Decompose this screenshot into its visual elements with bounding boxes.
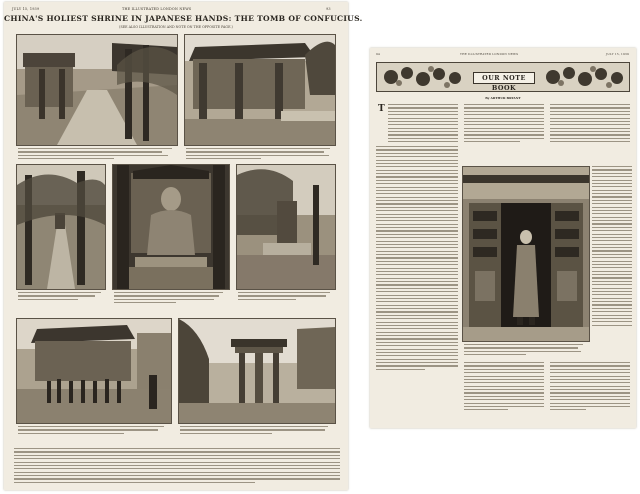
banner-title: OUR NOTE BOOK (473, 72, 535, 84)
text-column-3 (550, 104, 630, 145)
drop-cap: T (378, 104, 385, 114)
header-page-number: 94 (376, 52, 380, 56)
caption-photo-6 (18, 426, 170, 436)
caption-photo-7 (180, 426, 334, 436)
photo-tree-lined-avenue (16, 164, 106, 290)
left-page (4, 2, 363, 490)
text-column-3-bottom (550, 362, 630, 413)
article-byline: By ARTHUR BRYANT (485, 96, 521, 100)
article-body-text (14, 448, 340, 485)
notebook-banner (376, 62, 630, 92)
caption-photo-5 (238, 292, 334, 302)
text-column-2-bottom (464, 362, 544, 413)
header-publication: THE ILLUSTRATED LONDON NEWS (460, 52, 519, 56)
caption-photo-3 (18, 292, 104, 302)
text-column-1-lower (376, 104, 458, 372)
article-subtitle: (SEE ALSO ILLUSTRATION AND NOTE ON THE OPPOSITE PAGE.) (119, 25, 233, 29)
caption-doorway-photo (464, 344, 588, 358)
header-page-number: 93 (326, 7, 331, 11)
caption-photo-2 (186, 148, 336, 162)
photo-japanese-soldiers-gate (16, 318, 172, 424)
right-page (370, 48, 636, 428)
photo-confucius-statue-shrine (112, 164, 230, 290)
text-column-3-narrow (592, 166, 632, 328)
photo-figure-in-doorway (462, 166, 590, 342)
photo-gateway-carved-pillars (184, 34, 336, 146)
photo-temple-courtyard-pillars (16, 34, 178, 146)
header-date: JULY 15, 1939 (606, 52, 629, 56)
text-column-2-top (464, 104, 544, 145)
header-publication: THE ILLUSTRATED LONDON NEWS (122, 7, 192, 11)
photo-stone-tablet-tomb (236, 164, 336, 290)
header-date: JULY 15, 1939 (12, 7, 40, 11)
photo-ornate-archway-stream (178, 318, 336, 424)
article-title: CHINA'S HOLIEST SHRINE IN JAPANESE HANDS: THE TOMB OF CONFUCIUS. (4, 14, 363, 23)
caption-photo-4 (114, 292, 228, 306)
caption-photo-1 (18, 148, 178, 162)
